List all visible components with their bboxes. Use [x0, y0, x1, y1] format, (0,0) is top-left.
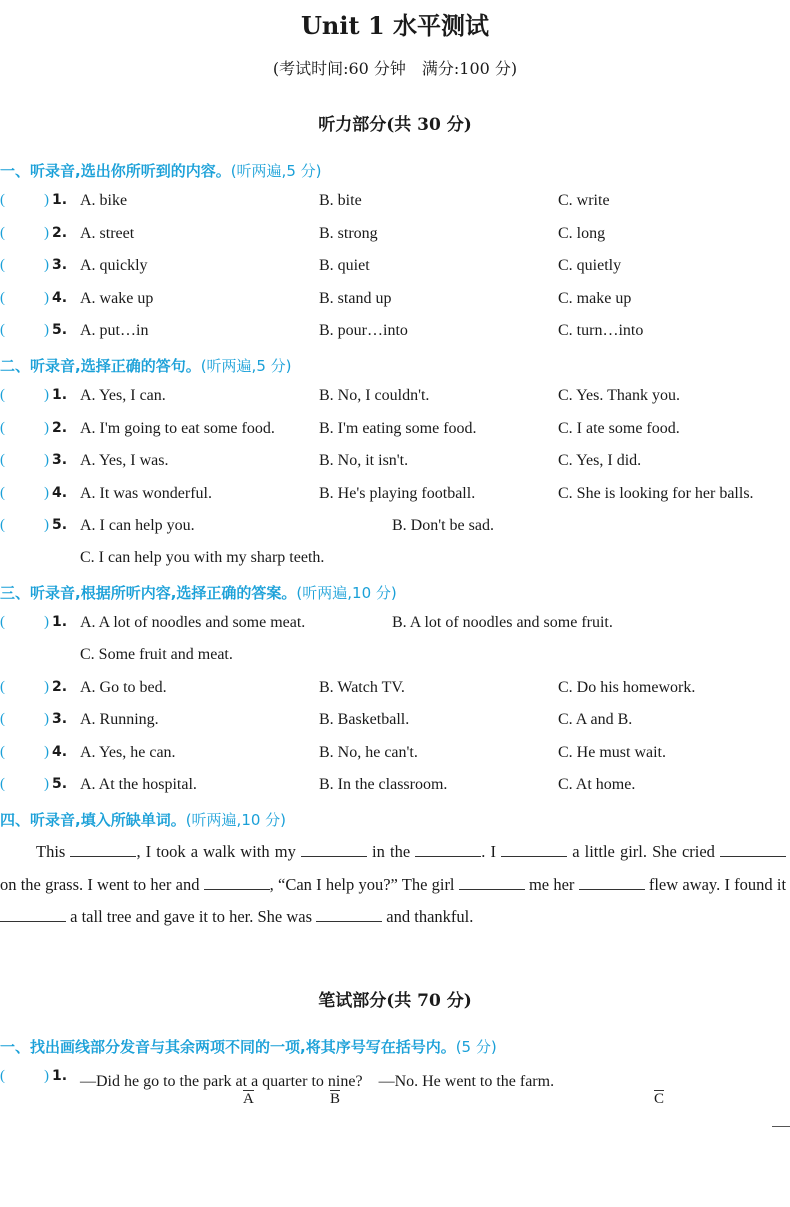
option-c: C. At home. — [558, 776, 636, 793]
option-b: B. quiet — [319, 257, 370, 274]
question-number: 2. — [52, 679, 68, 695]
question-number: 4. — [52, 290, 68, 306]
answer-bracket[interactable]: ( ) — [0, 420, 49, 436]
question-number: 3. — [52, 452, 68, 468]
written-part-header: 笔试部分(共 70 分) — [318, 991, 472, 1011]
option-a: A. Running. — [80, 711, 159, 728]
option-a: A. wake up — [80, 290, 154, 307]
answer-blank[interactable] — [301, 842, 367, 857]
option-c: C. long — [558, 225, 606, 242]
cloze-text: and thankful. — [386, 907, 474, 926]
option-b: B. stand up — [319, 290, 392, 307]
section-label: 一、听录音,选出你所听到的内容。 — [0, 162, 231, 180]
section-4-heading — [0, 809, 286, 830]
written-section-1-heading — [0, 1036, 497, 1057]
option-b: B. No, I couldn't. — [319, 387, 430, 404]
cloze-text: , “Can I help you?” The girl — [269, 874, 455, 894]
question-number: 2. — [52, 420, 68, 436]
cloze-text: me her — [528, 874, 575, 894]
cloze-text: in the — [372, 842, 411, 861]
answer-bracket[interactable]: ( ) — [0, 776, 49, 792]
section-1-heading — [0, 160, 322, 181]
answer-bracket[interactable]: ( ) — [0, 257, 49, 273]
question-row — [0, 679, 790, 705]
answer-bracket[interactable]: ( ) — [0, 485, 49, 501]
question-number: 1. — [52, 614, 68, 630]
answer-bracket[interactable]: ( ) — [0, 614, 49, 630]
question-row — [0, 517, 790, 543]
section-note: (听两遍,10 分) — [296, 584, 397, 602]
option-a: A. quickly — [80, 257, 148, 274]
answer-bracket[interactable]: ( ) — [0, 192, 49, 208]
answer-bracket[interactable]: ( ) — [0, 290, 49, 306]
option-b: B. Don't be sad. — [392, 517, 494, 534]
question-row — [0, 387, 790, 413]
cloze-text: This — [36, 842, 66, 861]
option-c: C. He must wait. — [558, 744, 666, 761]
option-c: C. make up — [558, 290, 632, 307]
answer-blank[interactable] — [579, 875, 645, 890]
option-a: A. At the hospital. — [80, 776, 197, 793]
option-c: C. I ate some food. — [558, 420, 680, 437]
question-number: 4. — [52, 485, 68, 501]
listening-part-header: 听力部分(共 30 分) — [318, 115, 472, 135]
option-c: C. Some fruit and meat. — [80, 646, 233, 663]
question-number: 1. — [52, 387, 68, 403]
option-b: B. Watch TV. — [319, 679, 405, 696]
question-number: 5. — [52, 517, 68, 533]
section-note: (听两遍,5 分) — [230, 162, 322, 180]
section-note: (听两遍,5 分) — [200, 357, 292, 375]
answer-bracket[interactable]: ( ) — [0, 711, 49, 727]
question-row — [0, 225, 790, 251]
option-a: A. It was wonderful. — [80, 485, 212, 502]
question-number: 3. — [52, 711, 68, 727]
option-c: C. Do his homework. — [558, 679, 696, 696]
section-2-heading — [0, 355, 292, 376]
answer-blank[interactable] — [415, 842, 481, 857]
page-edge-mark — [772, 1126, 790, 1127]
question-number: 5. — [52, 322, 68, 338]
answer-blank[interactable] — [204, 875, 270, 890]
underline-mark-c: C — [654, 1091, 665, 1107]
cloze-text: on the grass. I went to her and — [0, 874, 200, 894]
question-number: 2. — [52, 225, 68, 241]
answer-bracket[interactable]: ( ) — [0, 517, 49, 533]
question-row — [0, 257, 790, 283]
question-row — [0, 290, 790, 316]
option-b: B. I'm eating some food. — [319, 420, 477, 437]
option-a: A. I'm going to eat some food. — [80, 420, 275, 437]
option-c: C. Yes. Thank you. — [558, 387, 680, 404]
option-c: C. She is looking for her balls. — [558, 485, 754, 502]
question-row-continued — [0, 646, 790, 672]
option-c: C. turn…into — [558, 322, 644, 339]
question-row — [0, 452, 790, 478]
option-b: B. pour…into — [319, 322, 408, 339]
option-a: A. Go to bed. — [80, 679, 167, 696]
option-a: A. Yes, he can. — [80, 744, 176, 761]
option-c: C. write — [558, 192, 610, 209]
answer-blank[interactable] — [720, 842, 786, 857]
section-label: 一、找出画线部分发音与其余两项不同的一项,将其序号写在括号内。 — [0, 1038, 456, 1056]
option-c: C. I can help you with my sharp teeth. — [80, 549, 325, 566]
question-row — [0, 776, 790, 802]
answer-bracket[interactable]: ( ) — [0, 322, 49, 338]
answer-bracket[interactable]: ( ) — [0, 225, 49, 241]
section-label: 二、听录音,选择正确的答句。 — [0, 357, 201, 375]
option-b: B. A lot of noodles and some fruit. — [392, 614, 613, 631]
answer-bracket[interactable]: ( ) — [0, 387, 49, 403]
section-label: 三、听录音,根据所听内容,选择正确的答案。 — [0, 584, 297, 602]
cloze-text: a little girl. She cried — [572, 842, 715, 861]
option-b: B. Basketball. — [319, 711, 410, 728]
question-number: 3. — [52, 257, 68, 273]
question-row — [0, 614, 790, 640]
exam-info: (考试时间:60 分钟 满分:100 分) — [272, 59, 518, 78]
cloze-text: a tall tree and gave it to her. She was — [70, 907, 313, 926]
cloze-text: . I — [481, 842, 496, 861]
option-a: A. street — [80, 225, 135, 242]
option-a: A. Yes, I was. — [80, 452, 169, 469]
underline-mark-a: A — [243, 1091, 254, 1107]
option-c: C. A and B. — [558, 711, 633, 728]
answer-blank[interactable] — [316, 907, 382, 922]
question-row — [0, 420, 790, 446]
answer-blank[interactable] — [0, 907, 66, 922]
question-number: 4. — [52, 744, 68, 760]
answer-bracket[interactable]: ( ) — [0, 452, 49, 468]
question-number: 1. — [52, 192, 68, 208]
answer-bracket[interactable]: ( ) — [0, 679, 49, 695]
option-b: B. bite — [319, 192, 362, 209]
question-row — [0, 744, 790, 770]
option-b: B. He's playing football. — [319, 485, 476, 502]
answer-blank[interactable] — [459, 875, 525, 890]
option-b: B. In the classroom. — [319, 776, 448, 793]
page-title: Unit 1 水平测试 — [301, 11, 489, 40]
section-note: (5 分) — [455, 1038, 497, 1056]
underline-mark-b: B — [330, 1091, 341, 1107]
question-row — [0, 485, 790, 511]
answer-bracket[interactable]: ( ) — [0, 744, 49, 760]
section-label: 四、听录音,填入所缺单词。 — [0, 811, 186, 829]
question-number: 1. — [52, 1068, 68, 1084]
option-c: C. quietly — [558, 257, 622, 274]
answer-blank[interactable] — [70, 842, 136, 857]
question-row — [0, 192, 790, 218]
option-c: C. Yes, I did. — [558, 452, 642, 469]
answer-bracket[interactable]: ( ) — [0, 1068, 49, 1084]
option-a: A. bike — [80, 192, 128, 209]
option-a: A. A lot of noodles and some meat. — [80, 614, 306, 631]
option-a: A. put…in — [80, 322, 149, 339]
question-row — [0, 1068, 790, 1094]
cloze-paragraph — [0, 836, 786, 934]
question-row — [0, 322, 790, 348]
section-3-heading — [0, 582, 397, 603]
option-b: B. strong — [319, 225, 378, 242]
option-a: A. I can help you. — [80, 517, 195, 534]
cloze-text: flew away. I found it — [648, 874, 787, 894]
cloze-text: , I took a walk with my — [136, 842, 296, 861]
answer-blank[interactable] — [501, 842, 567, 857]
section-note: (听两遍,10 分) — [185, 811, 287, 829]
question-text: —Did he go to the park at a quarter to nine? —No. He went to the farm. — [80, 1073, 555, 1090]
question-row-continued — [0, 549, 790, 575]
question-number: 5. — [52, 776, 68, 792]
option-b: B. No, he can't. — [319, 744, 418, 761]
question-row — [0, 711, 790, 737]
option-b: B. No, it isn't. — [319, 452, 409, 469]
option-a: A. Yes, I can. — [80, 387, 166, 404]
